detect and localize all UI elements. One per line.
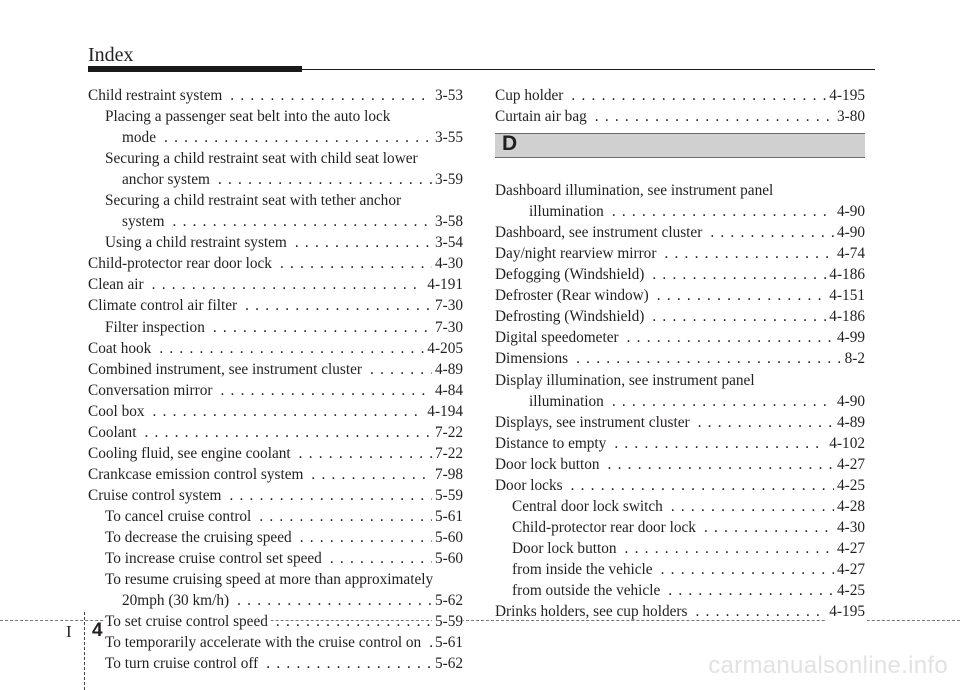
index-entry-page: 4-84 (432, 380, 463, 401)
index-entry-text: Clean air (88, 276, 147, 293)
index-entry-page: 4-186 (826, 264, 865, 285)
index-entry (88, 590, 463, 611)
index-entry-page: 4-194 (424, 401, 463, 422)
index-entry-page: 3-80 (834, 106, 865, 127)
index-entry-page: 7-30 (432, 295, 463, 316)
index-entry-text: Display illumination, see instrument panel (495, 372, 758, 389)
index-entry (88, 506, 463, 527)
index-entry-text: Digital speedometer (495, 329, 622, 346)
index-entry-page: 3-59 (432, 169, 463, 190)
index-entry (495, 538, 865, 559)
index-entry (495, 559, 865, 580)
index-entry (495, 475, 865, 496)
index-entry-text: Door locks (495, 477, 566, 494)
index-entry (88, 338, 463, 359)
index-entry-page: 3-54 (432, 232, 463, 253)
index-entry-page: 7-98 (432, 464, 463, 485)
index-entry-page: 4-195 (826, 85, 865, 106)
index-entry (88, 569, 463, 590)
index-entry (495, 348, 865, 369)
index-entry-page: 4-151 (826, 285, 865, 306)
index-entry-text: Conversation mirror (88, 382, 215, 399)
index-entry-text: Using a child restraint system (105, 234, 290, 251)
index-entry-text: Crankcase emission control system (88, 466, 306, 483)
index-entry-page: 4-99 (834, 327, 865, 348)
index-entry-page: 5-61 (432, 632, 463, 653)
index-entry-page: 4-89 (834, 412, 865, 433)
index-entry (88, 317, 463, 338)
index-entry-text: Placing a passenger seat belt into the auto lock (105, 108, 393, 125)
index-entry-page: 5-61 (432, 506, 463, 527)
index-entry (88, 422, 463, 443)
index-entry-page: 4-195 (826, 601, 865, 622)
index-entry-text: from outside the vehicle (512, 582, 663, 599)
index-entry (88, 464, 463, 485)
index-entry (88, 85, 463, 106)
watermark-logo: carmanualsonline.info (708, 652, 948, 679)
index-entry (88, 169, 463, 190)
index-entry-page: 7-22 (432, 422, 463, 443)
index-entry-text: Distance to empty (495, 435, 609, 452)
index-entry-page: 7-30 (432, 317, 463, 338)
index-entry-text: To decrease the cruising speed (105, 529, 295, 546)
index-entry-text: illumination (529, 393, 607, 410)
index-entry (495, 285, 865, 306)
index-entry (88, 127, 463, 148)
index-entry-page: 3-53 (432, 85, 463, 106)
footer-section-letter: I (66, 622, 72, 641)
index-entry (88, 401, 463, 422)
index-entry (88, 148, 463, 169)
index-entry-page: 4-30 (834, 517, 865, 538)
index-entry-text: Climate control air filter (88, 297, 240, 314)
footer-vertical-divider (84, 612, 85, 690)
index-entry (88, 359, 463, 380)
index-entry-text: Cooling fluid, see engine coolant (88, 445, 294, 462)
index-entry-text: Door lock button (495, 456, 603, 473)
index-entry-page: 3-55 (432, 127, 463, 148)
index-entry (88, 527, 463, 548)
index-entry (88, 106, 463, 127)
index-entry-text: Child restraint system (88, 87, 225, 104)
index-entry (88, 232, 463, 253)
index-entry-page: 4-191 (424, 274, 463, 295)
section-letter: D (502, 132, 518, 156)
index-entry-text: To resume cruising speed at more than approximately (105, 571, 436, 588)
index-entry-page: 8-2 (842, 348, 865, 369)
index-entry-text: Child-protector rear door lock (88, 255, 275, 272)
index-entry-text: Dashboard illumination, see instrument panel (495, 182, 776, 199)
index-entry-text: Defogging (Windshield) (495, 266, 647, 283)
index-entry (495, 327, 865, 348)
index-entry-text: Combined instrument, see instrument cluster (88, 361, 365, 378)
index-entry-text: Filter inspection (105, 319, 208, 336)
index-entry (495, 454, 865, 475)
index-entry-page: 4-30 (432, 253, 463, 274)
index-entry (495, 243, 865, 264)
index-entry (495, 106, 865, 127)
index-entry-page: 4-186 (826, 306, 865, 327)
index-entry (495, 180, 865, 201)
index-entry (495, 517, 865, 538)
index-entry-text: Dimensions (495, 350, 571, 367)
index-entry (88, 253, 463, 274)
index-entry-page: 4-74 (834, 243, 865, 264)
header-rule-thick (88, 66, 302, 72)
index-entry (88, 274, 463, 295)
index-entry-page: 4-25 (834, 580, 865, 601)
index-entry (495, 601, 865, 622)
index-entry-page: 4-27 (834, 538, 865, 559)
index-entry-page: 5-59 (432, 485, 463, 506)
index-entry (88, 211, 463, 232)
index-entry-text: Central door lock switch (512, 498, 666, 515)
index-entry-page: 4-27 (834, 454, 865, 475)
index-column-left (88, 85, 463, 674)
index-entry (495, 222, 865, 243)
index-entry-text: anchor system (122, 171, 213, 188)
index-entry-text: Drinks holders, see cup holders (495, 603, 690, 620)
index-entry (88, 485, 463, 506)
index-entry (495, 580, 865, 601)
index-entry-text: Curtain air bag (495, 108, 590, 125)
index-entry-page: 4-28 (834, 496, 865, 517)
index-entry (495, 433, 865, 454)
index-entry (88, 190, 463, 211)
index-entry-page: 5-60 (432, 527, 463, 548)
index-entry-text: To turn cruise control off (105, 655, 261, 672)
index-entry-text: from inside the vehicle (512, 561, 656, 578)
index-entry-text: system (122, 213, 168, 230)
index-entry (88, 653, 463, 674)
index-entry (88, 548, 463, 569)
index-entry (88, 443, 463, 464)
index-entry-text: To increase cruise control set speed (105, 550, 325, 567)
index-entry-page: 5-60 (432, 548, 463, 569)
index-entry-text: To temporarily accelerate with the cruise control on (105, 634, 424, 651)
index-entry (88, 380, 463, 401)
index-entry-page: 4-27 (834, 559, 865, 580)
index-column-right (495, 85, 865, 622)
index-entry-text: Coolant (88, 424, 139, 441)
index-entry-text: Coat hook (88, 340, 154, 357)
index-entry (88, 295, 463, 316)
index-entry-page: 4-89 (432, 359, 463, 380)
index-entry-text: mode (122, 129, 159, 146)
section-header-d (495, 133, 865, 158)
index-entry-text: Defroster (Rear window) (495, 287, 652, 304)
header-rule-thin (302, 69, 875, 70)
index-entry (495, 85, 865, 106)
index-entry (495, 306, 865, 327)
index-entry (495, 496, 865, 517)
index-entry-text: illumination (529, 203, 607, 220)
index-entry (495, 412, 865, 433)
index-entry-page: 4-90 (834, 201, 865, 222)
index-entry-text: To set cruise control speed (105, 613, 271, 630)
index-entry-page: 4-25 (834, 475, 865, 496)
index-entry-text: Cup holder (495, 87, 566, 104)
index-entry-page: 4-90 (834, 222, 865, 243)
index-entry-text: Cool box (88, 403, 148, 420)
index-entry-text: Child-protector rear door lock (512, 519, 699, 536)
index-entry-text: Door lock button (512, 540, 620, 557)
index-entry-text: Day/night rearview mirror (495, 245, 659, 262)
index-entry-text: To cancel cruise control (105, 508, 254, 525)
index-entry (495, 370, 865, 391)
index-entry-text: Securing a child restraint seat with tether anchor (105, 192, 404, 209)
page-title: Index (88, 44, 134, 66)
index-entry (88, 632, 463, 653)
index-entry-text: Securing a child restraint seat with child seat lower (105, 150, 421, 167)
index-entry-page: 4-90 (834, 391, 865, 412)
index-entry-text: Cruise control system (88, 487, 224, 504)
index-entry-page: 7-22 (432, 443, 463, 464)
index-entry-page: 4-205 (424, 338, 463, 359)
page-number: 4 (92, 620, 103, 641)
index-entry-page: 3-58 (432, 211, 463, 232)
index-entry (88, 611, 463, 632)
index-entry-text: Dashboard, see instrument cluster (495, 224, 705, 241)
index-entry-page: 5-62 (432, 653, 463, 674)
index-entry-text: Defrosting (Windshield) (495, 308, 647, 325)
index-entry (495, 201, 865, 222)
index-entry-page: 5-62 (432, 590, 463, 611)
index-entry-text: 20mph (30 km/h) (122, 592, 232, 609)
index-entry-page: 5-59 (432, 611, 463, 632)
index-entry (495, 264, 865, 285)
index-entry-text: Displays, see instrument cluster (495, 414, 693, 431)
index-entry-page: 4-102 (826, 433, 865, 454)
index-entry (495, 391, 865, 412)
